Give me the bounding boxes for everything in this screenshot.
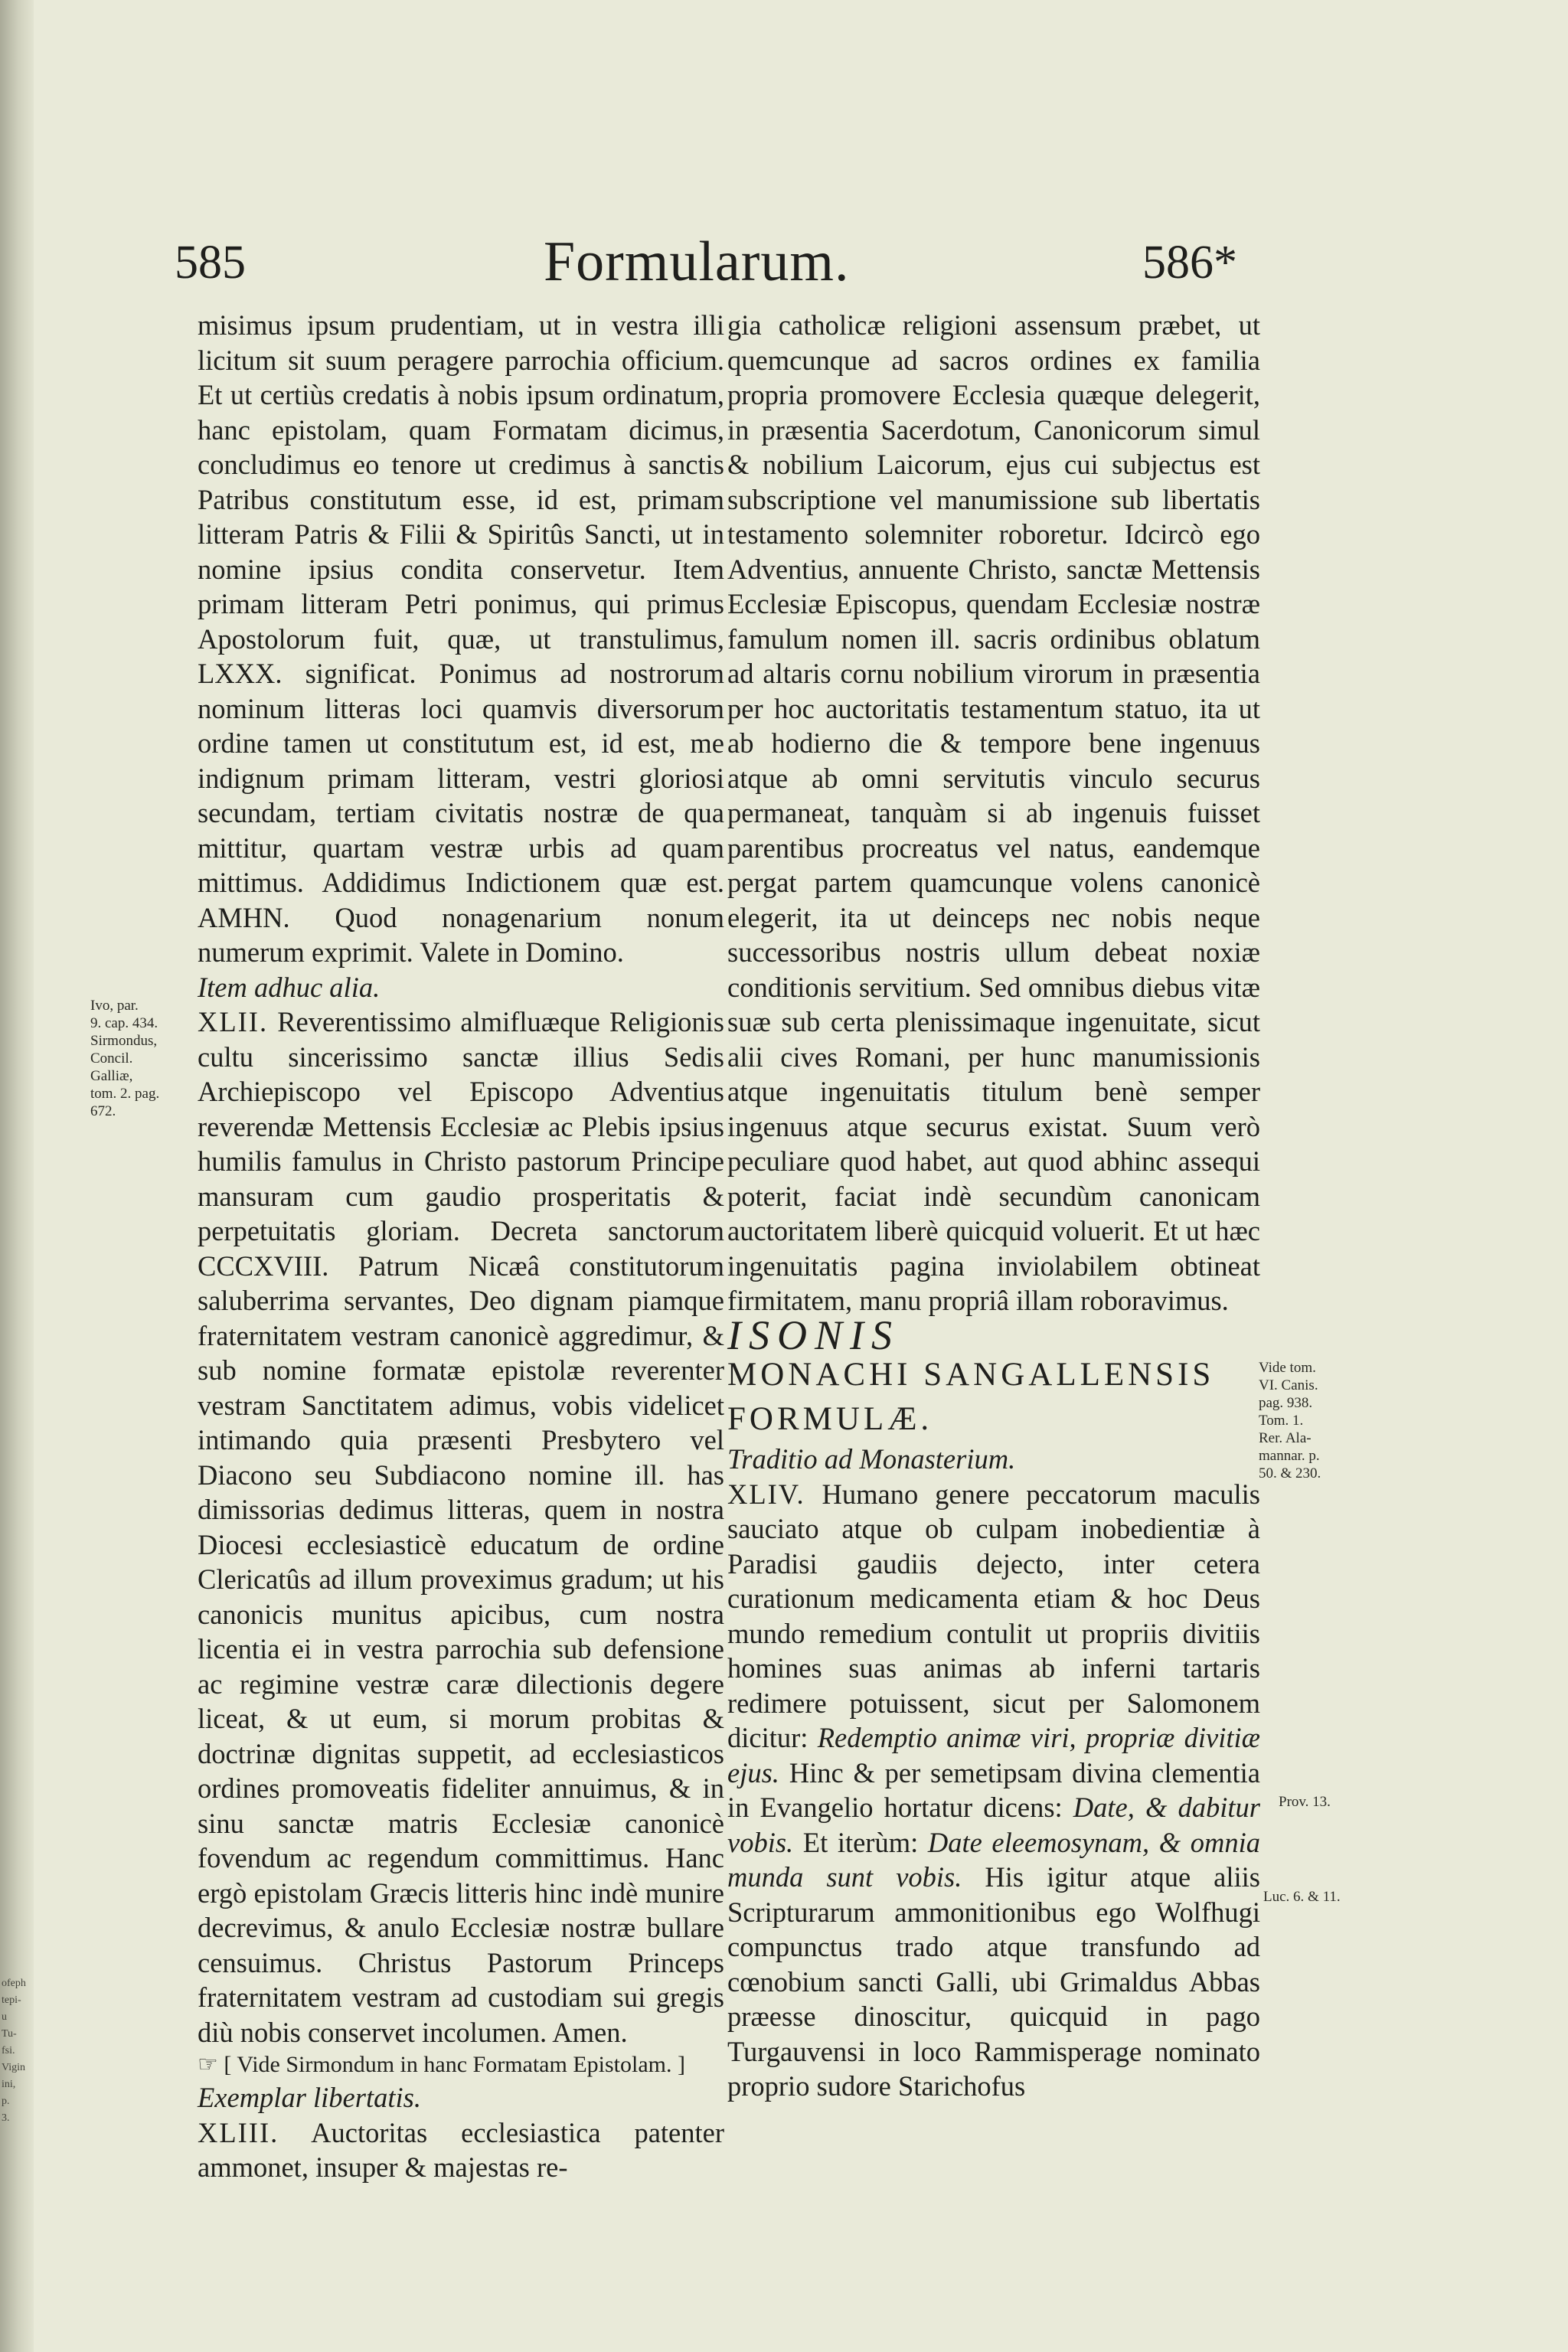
paragraph-text: Humano genere peccatorum maculis sauciato atque ob culpam inobedientiæ à Paradisi gaudiis dejecto, inter cetera curationum medicamenta etiam & hoc Deus mundo remedium contulit ut propriis divitiis homines suas animas ab inferni tartaris redimere potuissent, sicut per Salomonem dicitur: xyxy=(727,1478,1260,1753)
paragraph-xlii xyxy=(198,1004,724,2050)
scripture-quote: Date eleemosynam, & omnia munda sunt vobis. xyxy=(727,1826,1261,1893)
formula-number: XLIII. xyxy=(198,2116,279,2148)
section-title-monachi: MONACHI SANGALLENSIS xyxy=(727,1357,1215,1393)
margin-note-luke: Luc. 6. & 11. xyxy=(1263,1889,1341,1905)
right-column xyxy=(727,308,1260,2104)
scripture-quote: Date, & dabitur vobis. xyxy=(727,1792,1260,1858)
margin-note-ivo: Ivo, par. 9. cap. 434. Sirmondus, Concil. Galliæ, tom. 2. pag. 672. xyxy=(90,998,160,1119)
right-page-number: 586* xyxy=(1142,237,1237,289)
paragraph-continuation: misimus ipsum prudentiam, ut in vestra illi licitum sit suum peragere parrochia officium. Et ut certiùs credatis à nobis ipsum ordinatum, hanc epistolam, quam Formatam dicimus, concludimus eo tenore ut credimus à sanctis Patribus constitutum esse, id est, primam litteram Patris & Filii & Spiritûs Sancti, ut in nomine ipsius condita conservetur. Item primam litteram Petri ponimus, qui primus Apostolorum fuit, quæ, ut transtulimus, LXXX. significat. Ponimus ad nostrorum nominum litteras loci quamvis diversorum ordine tamen ut constitutum est, id est, me indignum primam litteram, vestri gloriosi secundam, tertiam civitatis nostræ de qua mittitur, quartam vestræ urbis ad quam mittimus. Addidimus Indictionem quæ est. AMHN. Quod nonagenarium nonum numerum exprimit. Valete in Domino. xyxy=(198,309,724,968)
gutter-bleed-text: ofeph tepi- u Tu- fsi. Vigin ini, p. 3. xyxy=(2,1978,26,2124)
paragraph-xliv xyxy=(727,1477,1260,2104)
paragraph-text: His igitur atque aliis Scripturarum ammonitionibus ego Wolfhugi compunctus trado atque transfundo ad cœnobium sancti Galli, ubi Grimaldus Abbas præesse dinoscitur, quicquid in pago Turgauvensi in loco Rammisperage nominato proprio sudore Starichofus xyxy=(727,1861,1261,2102)
heading-item-adhuc-alia: Item adhuc alia. xyxy=(198,971,381,1003)
formula-number: XLIV. xyxy=(727,1478,805,1510)
section-title-isonis: ISONIS xyxy=(727,1312,900,1358)
pointing-hand-icon: ☞ xyxy=(198,2052,218,2077)
paragraph-continuation: gia catholicæ religioni assensum præbet, ut quemcunque ad sacros ordines ex familia propria promovere Ecclesia quæque delegerit, in præsentia Sacerdotum, Canonicorum simul & nobilium Laicorum, ejus cui subjectus est subscriptione vel manumissione sub libertatis testamento solemniter roboretur. Idcircò ego Adventius, annuente Christo, sanctæ Mettensis Ecclesiæ Episcopus, quendam Ecclesiæ nostræ famulum nomen ill. sacris ordinibus oblatum ad altaris cornu nobilium virorum in præsentia per hoc auctoritatis testamentum statuo, ita ut ab hodierno die & tempore bene ingenuus atque ab omni servitutis vinculo securus permaneat, tanquàm si ab ingenuis fuisset parentibus procreatus vel natus, eandemque pergat partem quamcunque volens canonicè elegerit, ita ut deinceps nec nobis neque successoribus nostris ullum debeat noxiæ conditionis servitium. Sed omnibus diebus vitæ suæ sub certa plenissimaque ingenuitate, sicut alii cives Romani, per hunc manumissionis atque ingenuitatis titulum benè semper ingenuus atque securus existat. Suum verò peculiare quod habet, aut quod abhinc assequi poterit, faciat indè secundùm canonicam auctoritatem liberè quicquid voluerit. Et ut hæc ingenuitatis pagina inviolabilem obtineat firmitatem, manu propriâ illam roboravimus. xyxy=(727,309,1260,1316)
running-head-title: Formularum. xyxy=(544,230,850,293)
paragraph-text: Auctoritas ecclesiastica patenter ammonet, insuper & majestas re- xyxy=(198,2116,724,2183)
formula-number: XLII. xyxy=(198,1006,269,1037)
book-gutter xyxy=(0,0,34,2352)
paragraph-text: Hinc & per semetipsam divina clementia in Evangelio hortatur dicens: xyxy=(727,1756,1261,1823)
paragraph-text: Et iterùm: xyxy=(802,1826,919,1858)
section-title-formulae: FORMULÆ. xyxy=(727,1401,933,1437)
paragraph-xliii xyxy=(198,2115,724,2185)
left-column xyxy=(198,308,724,2185)
left-page-number: 585 xyxy=(175,237,246,289)
editorial-note xyxy=(198,2050,724,2080)
heading-exemplar-libertatis: Exemplar libertatis. xyxy=(198,2082,421,2113)
section-subtitle: Traditio ad Monasterium. xyxy=(727,1443,1016,1475)
margin-note-vide-canisius: Vide tom. VI. Canis. pag. 938. Tom. 1. Rer. Ala- mannar. p. 50. & 230. xyxy=(1259,1360,1321,1481)
paragraph-text: Reverentissimo almifluæque Religionis cultu sincerissimo sanctæ illius Sedis Archiepiscopo vel Episcopo Adventius reverendæ Mettensis Ecclesiæ ac Plebis ipsius humilis famulus in Christo pastorum Principe mansuram cum gaudio prosperitatis & perpetuitatis gloriam. Decreta sanctorum CCCXVIII. Patrum Nicæâ constitutorum saluberrima servantes, Deo dignam piamque fraternitatem vestram canonicè aggredimur, & sub nomine formatæ epistolæ reverenter vestram Sanctitatem adimus, vobis videlicet intimando quia præsenti Presbytero vel Diacono seu Subdiacono nomine ill. has dimissorias dedimus litteras, quem in nostra Diocesi ecclesiasticè educatum de ordine Clericatûs ad illum proveximus gradum; ut his canonicis munitus apicibus, cum nostra licentia ei in vestra parrochia sub defensione ac regimine vestræ caræ dilectionis degere liceat, & ut eum, si morum probitas & doctrinæ dignitas suppetit, ad ecclesiasticos ordines promoveatis fideliter annuimus, & in sinu sanctæ matris Ecclesiæ canonicè fovendum ac regendum committimus. Hanc ergò epistolam Græcis litteris hinc indè munire decrevimus, & anulo Ecclesiæ nostræ bullare censuimus. Christus Pastorum Princeps fraternitatem vestram ad custodiam sui gregis diù nobis conservet incolumen. Amen. xyxy=(198,1006,725,2048)
note-text: [ Vide Sirmondum in hanc Formatam Epistolam. ] xyxy=(224,2052,685,2077)
scripture-quote: Redemptio animæ viri, propriæ divitiæ ejus. xyxy=(727,1722,1260,1788)
margin-note-proverbs: Prov. 13. xyxy=(1279,1794,1331,1810)
